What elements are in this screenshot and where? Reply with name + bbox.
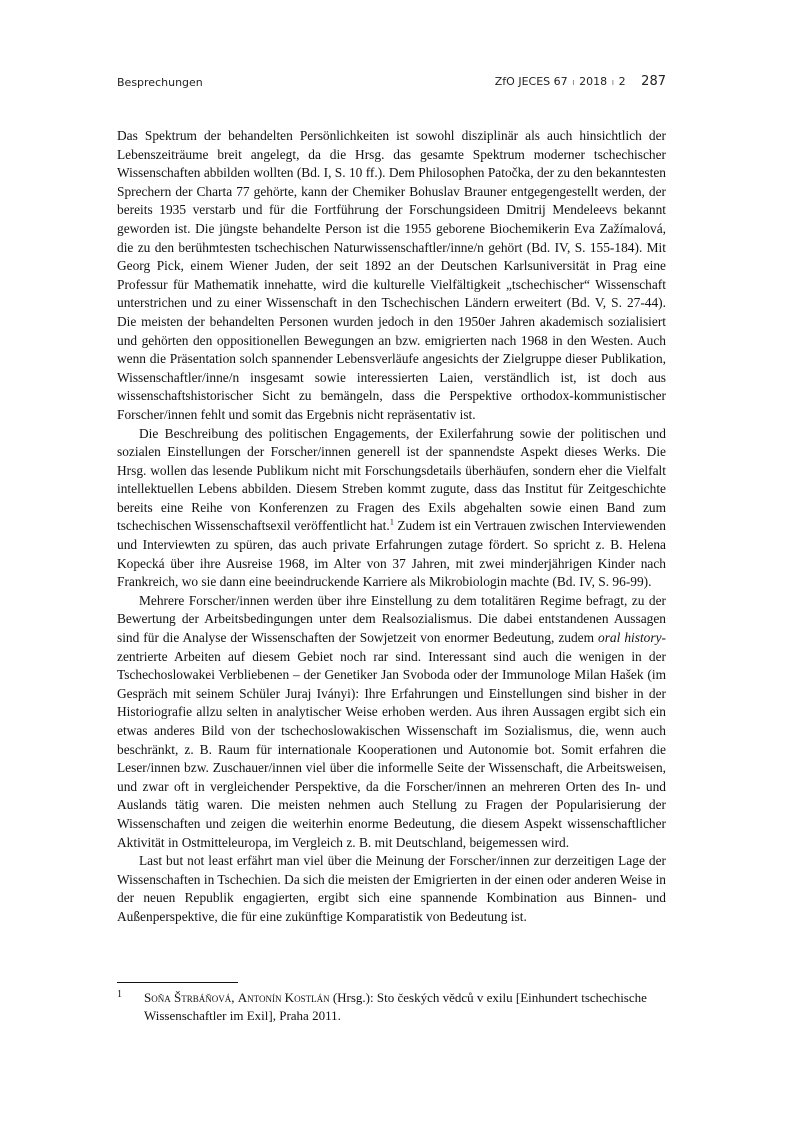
separator: ı	[572, 78, 575, 88]
paragraph-3-text-a: Mehrere Forscher/innen werden über ihre Einstellung zu dem totalitären Regime befragt, zu der Bewertung der Arbeitsbedingungen unter dem Realsozialismus. Die dabei entstandenen Aussagen sind für die Analyse der Wissenschaften der Sowjetzeit von enormer Bedeutung, zudem	[117, 592, 666, 646]
paragraph-2-text-a: Die Beschreibung des politischen Engagements, der Exilerfahrung sowie der politischen und sozialen Einstellungen der Forscher/innen generell ist der spannendste Aspekt dieses Werks. Die Hrsg. wollen das lesende Publikum nicht mit Forschungsdetails überhäufen, sondern eher die Vielfalt intellektuellen Lebens abbilden. Diesem Streben kommt zugute, dass das Institut für Zeitgeschichte bereits eine Reihe von Konferenzen zu Fragen des Exils abgehalten sowie einen Band zum tschechischen Wissenschaftsexil veröffentlicht hat.	[117, 425, 666, 534]
paragraph-3	[117, 592, 666, 852]
journal-year: 2018	[579, 75, 608, 88]
paragraph-2	[117, 425, 666, 592]
journal-info	[495, 74, 666, 89]
journal-issue: 2	[618, 75, 626, 88]
footnote-number: 1	[117, 989, 122, 1000]
separator: ı	[611, 78, 615, 88]
footnote-citation: (Hrsg.): Sto českých vědců v exilu [Einhundert tschechische Wissenschaftler im Exil], Praha 2011.	[144, 990, 647, 1023]
paragraph-1: Das Spektrum der behandelten Persönlichkeiten ist sowohl disziplinär als auch hinsichtlich der Lebenszeiträume breit angelegt, da die Hrsg. das gesamte Spektrum moderner tschechischer Wissenschaften abbilden wollten (Bd. I, S. 10 ff.). Dem Philosophen Patočka, der zu den bekanntesten Sprechern der Charta 77 gehörte, kann der Chemiker Bohuslav Brauner entgegengestellt werden, der bereits 1935 verstarb und für die Fortführung der Forschungsideen Dmitrij Mendeleevs bekannt geworden ist. Die jüngste behandelte Person ist die 1955 geborene Biochemikerin Eva Zažímalová, die zu den berühmtesten tschechischen Naturwissenschaftler/inne/n gehört (Bd. IV, S. 155-184). Mit Georg Pick, einem Wiener Juden, der seit 1892 an der Deutschen Karlsuniversität in Prag eine Professur für Mathematik innehatte, wird die kulturelle Vielfältigkeit „tschechischer“ Wissenschaft unterstrichen und zu einer Wissenschaft in den Tschechischen Ländern erweitert (Bd. V, S. 27-44). Die meisten der behandelten Personen wurden jedoch in den 1950er Jahren akademisch sozialisiert und gehörten den oppositionellen Bewegungen an bzw. emigrierten nach 1968 in den Westen. Auch wenn die Präsentation solch spannender Lebensverläufe angesichts der Zielgruppe dieser Publikation, Wissenschaftler/inne/n insgesamt sowie interessierten Laien, verständlich ist, ist doch aus wissenschaftshistorischer Sicht zu bemängeln, dass die Perspektive orthodox-kommunistischer Forscher/innen fehlt und somit das Ergebnis nicht repräsentativ ist.	[117, 128, 666, 422]
footnote-author-2: Antonín Kostlán	[237, 990, 330, 1005]
paragraph-3-italic: oral history	[598, 630, 662, 646]
paragraph-2-text-b: Zudem ist ein Vertrauen zwischen Interviewenden und Interviewten zu spüren, das auch private Erfahrungen zutage fördert. So spricht z. B. Helena Kopecká über ihre Ausreise 1968, im Alter von 37 Jahren, mit zwei minderjährigen Kinder nach Frankreich, wo sie dann eine beeindruckende Karriere als Mikrobiologin machte (Bd. IV, S. 96-99).	[117, 518, 666, 590]
footnote-author-1: Soňa Štrbáňová	[144, 990, 232, 1005]
footnote-author-separator: ,	[231, 990, 238, 1005]
paragraph-4: Last but not least erfährt man viel über die Meinung der Forscher/innen zur derzeitigen Lage der Wissenschaften in Tschechien. Da sich die meisten der Emigrierten in der einen oder anderen Weise in der neuen Republik engagierten, ergibt sich eine spannende Kombination aus Binnen- und Außenperspektive, die für eine zukünftige Komparatistik von Bedeutung ist.	[117, 853, 666, 924]
section-title: Besprechungen	[117, 76, 203, 89]
page-number: 287	[641, 74, 666, 89]
journal-name: ZfO JECES 67	[494, 75, 568, 88]
paragraph-3-text-b: -zentrierte Arbeiten auf diesem Gebiet noch rar sind. Interessant sind auch die wenigen in der Tschechoslowakei Verbliebenen – der Genetiker Jan Svoboda oder der Immunologe Milan Hašek (im Gespräch mit seinem Schüler Juraj Iványi): Ihre Erfahrungen und Einstellungen sind bisher in der Historiografie allzu selten in analytischer Weise erhoben werden. Aus ihren Aussagen ergibt sich ein etwas anderes Bild von der tschechoslowakischen Wissenschaft im Sozialismus, die, wenn auch beschränkt, z. B. Raum für internationale Kooperationen und Autonomie bot. Somit erfahren die Leser/innen bzw. Zuschauer/innen viel über die informelle Seite der Wissenschaft, die Arbeitsweisen, und zwar oft in vergleichender Perspektive, da die Forscher/innen an mehreren Orten des In- und Auslands tätig waren. Die meisten nehmen auch Stellung zu Fragen der Popularisierung der Wissenschaften und zeigen die weiterhin enorme Bedeutung, die diesem Aspekt wissenschaftlicher Aktivität in Ostmitteleuropa, im Vergleich z. B. mit Deutschland, beigemessen wird.	[117, 630, 666, 850]
footnote-text	[144, 989, 666, 1025]
article-body	[117, 127, 666, 927]
footnote-divider	[117, 982, 238, 983]
footnote-reference: 1	[389, 517, 394, 527]
footnote	[117, 989, 666, 1025]
